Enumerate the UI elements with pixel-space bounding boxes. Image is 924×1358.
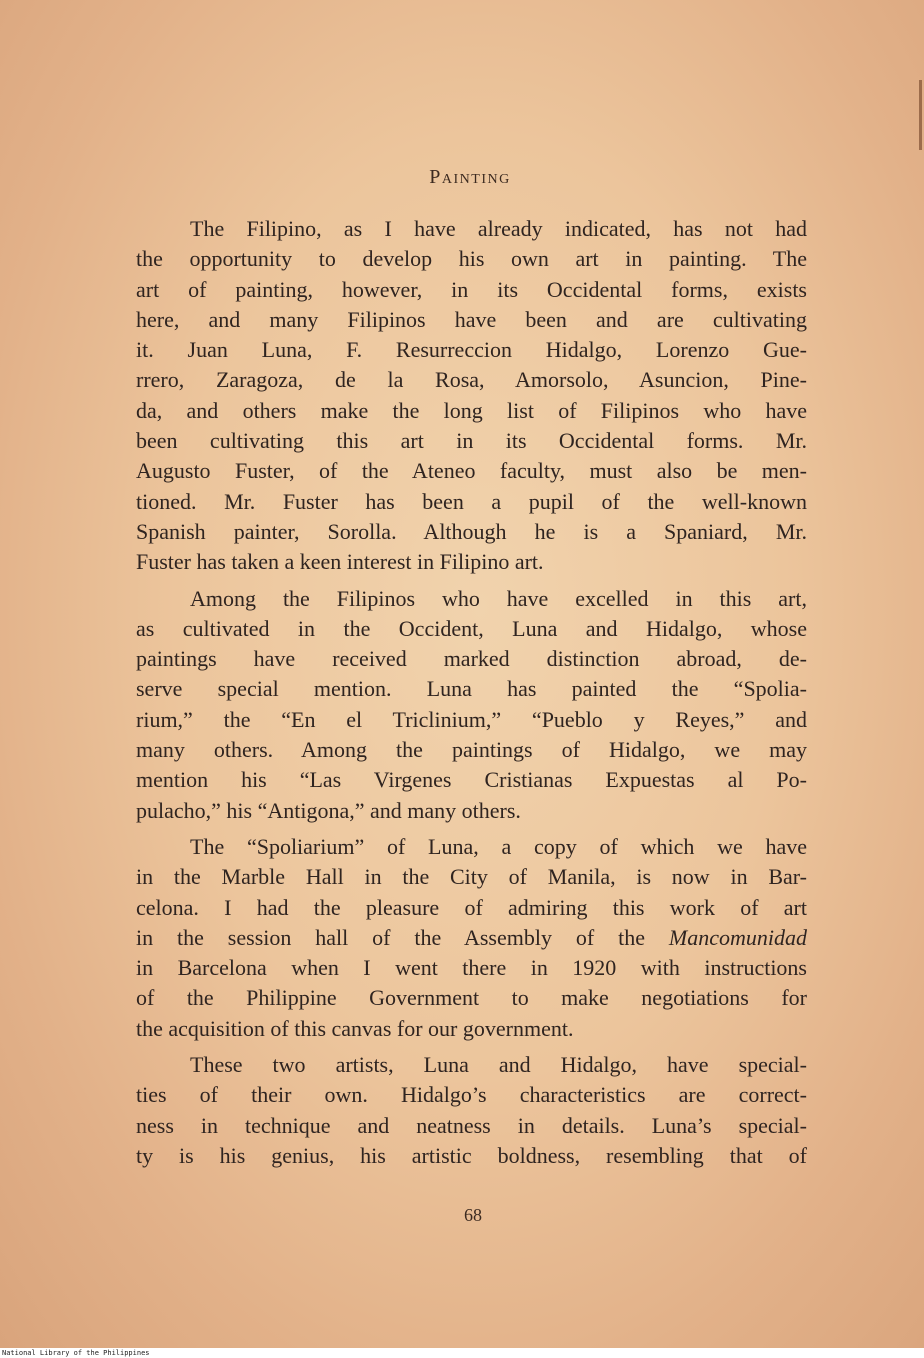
text-line: The Filipino, as I have already indicated, has not had — [190, 216, 807, 241]
page-edge-mark — [919, 80, 922, 150]
section-heading: Painting — [429, 166, 511, 188]
text-line: the acquisition of this canvas for our government. — [136, 1015, 574, 1041]
italic-term: Mancomunidad — [668, 924, 808, 950]
text-line: art of painting, however, in its Occidental forms, exists — [136, 276, 807, 302]
text-line: The “Spoliarium” of Luna, a copy of which we have — [190, 833, 807, 859]
scan-footer — [0, 1348, 924, 1358]
text-line: in Barcelona when I went there in 1920 with instructions — [136, 955, 807, 981]
text-line: da, and others make the long list of Filipinos who have — [136, 397, 807, 423]
text-line: Spanish painter, Sorolla. Although he is a Spaniard, Mr. — [136, 518, 807, 544]
text-line: ties of their own. Hidalgo’s characteristics are correct- — [136, 1082, 807, 1108]
text-line: These two artists, Luna and Hidalgo, have special- — [190, 1052, 807, 1078]
text-line: ness in technique and neatness in details. Luna’s special- — [136, 1112, 807, 1138]
text-line: Fuster has taken a keen interest in Filipino art. — [136, 549, 544, 575]
text-line: serve special mention. Luna has painted the “Spolia- — [136, 676, 807, 702]
text-line-with-italic — [136, 923, 807, 953]
paragraph — [136, 832, 807, 1044]
text-line: Among the Filipinos who have excelled in this art, — [190, 585, 807, 611]
text-line: the opportunity to develop his own art in painting. The — [136, 246, 807, 272]
paragraph — [136, 584, 807, 826]
text-line: many others. Among the paintings of Hidalgo, we may — [136, 737, 807, 763]
page-number: 68 — [464, 1205, 482, 1225]
text-line: mention his “Las Virgenes Cristianas Expuestas al Po- — [136, 767, 807, 793]
library-credit: National Library of the Philippines — [2, 1349, 150, 1357]
body-text — [136, 214, 807, 1171]
text-line: Augusto Fuster, of the Ateneo faculty, must also be men- — [136, 458, 807, 484]
text-line: of the Philippine Government to make negotiations for — [136, 985, 807, 1011]
text-line: as cultivated in the Occident, Luna and Hidalgo, whose — [136, 615, 807, 641]
text-line: tioned. Mr. Fuster has been a pupil of the well-known — [136, 488, 807, 514]
text-line: here, and many Filipinos have been and are cultivating — [136, 306, 807, 332]
text-line: been cultivating this art in its Occidental forms. Mr. — [136, 428, 807, 454]
text-line: celona. I had the pleasure of admiring this work of art — [136, 894, 807, 920]
text-line: in the Marble Hall in the City of Manila, is now in Bar- — [136, 864, 807, 890]
text-line: rrero, Zaragoza, de la Rosa, Amorsolo, Asuncion, Pine- — [136, 367, 807, 393]
text-line: ty is his genius, his artistic boldness, resembling that of — [136, 1142, 807, 1168]
text-line: pulacho,” his “Antigona,” and many others. — [136, 797, 521, 823]
paragraph — [136, 214, 807, 578]
paragraph — [136, 1050, 807, 1171]
text-line: paintings have received marked distinction abroad, de- — [136, 646, 807, 672]
text-line: rium,” the “En el Triclinium,” “Pueblo y Reyes,” and — [136, 706, 807, 732]
text-line-start: in the session hall of the Assembly of the — [136, 924, 645, 950]
text-line: it. Juan Luna, F. Resurreccion Hidalgo, Lorenzo Gue- — [136, 337, 807, 363]
